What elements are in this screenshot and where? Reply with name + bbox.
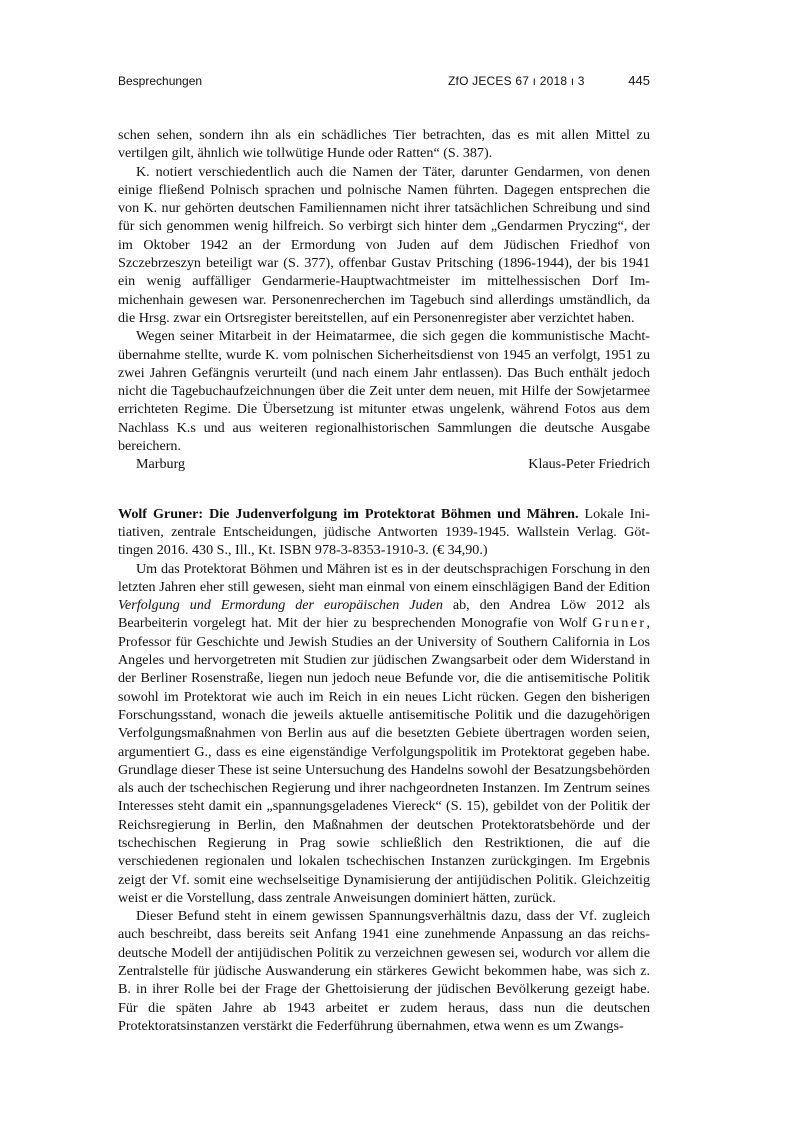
review-1-paragraph-2: K. notiert verschiedentlich auch die Namen der Täter, darunter Gendarmen, von denen einige fließend Polnisch sprachen und polnische Namen führten. Dagegen entsprechen die von K. nur gehörten deutschen Familiennamen nicht ihrer tatsächlichen Schreibung und sind für sich genommen wenig hilfreich. So verbirgt sich hinter dem „Gendarmen Pryczing“, der im Oktober 1942 an der Ermordung von Juden auf dem Jüdischen Friedhof von Szczebrzeszyn beteiligt war (S. 377), offenbar Gustav Pritsching (1896-1944), der bis 1941 ein wenig auffälliger Gendarmerie-Hauptwachtmeister im mittelhessischen Dorf Immichenhain gewesen war. Personenrecherchen im Tagebuch sind allerdings umständlich, da die Hrsg. zwar ein Ortsregister bereitstellen, auf ein Personenregister aber verzichtet haben. bbox=[118, 163, 650, 326]
page-number: 445 bbox=[628, 73, 650, 88]
page bbox=[118, 70, 650, 1035]
review-1-reviewer: Klaus-Peter Friedrich bbox=[528, 456, 650, 473]
review-2-paragraph-2: Dieser Befund steht in einem gewissen Spannungsverhältnis dazu, dass der Vf. zugleich auch beschreibt, dass bereits seit Anfang 1941 eine zunehmende Anpassung an das reichsdeutsche Modell der antijüdischen Politik zu verzeichnen gewesen sei, wodurch vor allem die Zentralstelle für jüdische Auswanderung ein stärkeres Gewicht bekommen habe, was sich z. B. in ihrer Rolle bei der Frage der Ghettoisierung der jüdischen Bevölkerung gezeigt habe. Für die späten Jahre ab 1943 arbeitet er zudem heraus, dass nun die deutschen Protektoratsinstanzen verstärkt die Federführung übernahmen, etwa wenn es um Zwangs- bbox=[118, 908, 650, 1034]
review-1-signoff bbox=[118, 455, 650, 473]
running-head bbox=[118, 70, 650, 92]
review-separator bbox=[118, 474, 650, 505]
review-2-p1-part-b: ab, den Andrea Löw 2012 als Bearbeiterin vorgelegt hat. Mit der hier zu besprechenden Monografie von Wolf bbox=[118, 597, 650, 632]
review-2-bibliography bbox=[118, 505, 650, 560]
review-1-place: Marburg bbox=[136, 456, 186, 473]
review-2-p1-part-c: , Professor für Geschichte und Jewish Studies an der University of Southern California in Los Angeles und hervorgetreten mit Studien zur jüdischen Zwangsarbeit oder dem Widerstand in der Berliner Rosenstraße, liegen nun jedoch neue Befunde vor, die die antisemitische Politik sowohl im Protektorat wie auch im Reich in ein neues Licht rücken. Gegen den bisherigen Forschungsstand, wonach die jeweils aktuelle antisemitische Politik und die dazugehörigen Verfolgungsmaßnahmen von Berlin aus auf die besetzten Gebiete übertragen worden seien, argumentiert G., dass es eine eigenständige Verfolgungspolitik im Protektorat gegeben habe. Grundlage dieser These ist seine Untersuchung des Handelns sowohl der Besatzungsbehörden als auch der tschechischen Regierung und ihrer nachgeordneten Instanzen. Im Zentrum seines Interesses steht damit ein „spannungsgeladenes Viereck“ (S. 15), gebildet von der Politik der Reichsregierung in Berlin, den Maßnahmen der deutschen Protektoratsbehörde und der tschechischen Regierung in Prag sowie schließlich den Restriktionen, die auf die verschiedenen regionalen und lokalen tschechischen Instanzen zurückgingen. Im Ergebnis zeigt der Vf. somit eine wechselseitige Dynamisierung der antijüdischen Politik. Gleichzeitig weist er die Vorstellung, dass zentrale Anweisungen dominiert hätten, zurück. bbox=[118, 615, 650, 906]
running-head-section: Besprechungen bbox=[118, 74, 203, 88]
review-1-paragraph-3: Wegen seiner Mitarbeit in der Heimatarmee, die sich gegen die kommunistische Machtübernahme stellte, wurde K. vom polnischen Sicherheitsdienst von 1945 an verfolgt, 1951 zu zwei Jahren Gefängnis verurteilt (und nach einem Jahr entlassen). Das Buch enthält jedoch nicht die Tagebuchaufzeichnungen über die Zeit unter dem neuen, mit Hilfe der Sowjetarmee errichteten Regime. Die Übersetzung ist mitunter etwas ungelenk, während Fotos aus dem Nachlass K.s und aus weiteren regionalhistorischen Sammlungen die deutsche Ausgabe bereichern. bbox=[118, 328, 650, 455]
review-2-p1-part-a: Um das Protektorat Böhmen und Mähren ist es in der deutschsprachigen Forschung in den letzten Jahren eher still gewesen, sieht man einmal von einem einschlägigen Band der Edition bbox=[118, 560, 650, 595]
review-2-edition-title: Verfolgung und Ermordung der europäischen Juden bbox=[118, 597, 443, 614]
review-2-book-title: Wolf Gruner: Die Judenverfolgung im Protektorat Böhmen und Mähren. bbox=[118, 505, 579, 522]
running-head-journal: ZfO JECES 67 ı 2018 ı 3 bbox=[448, 74, 585, 88]
review-2-paragraph-1 bbox=[118, 560, 650, 908]
review-2-author-spaced: Gruner bbox=[592, 615, 647, 632]
review-2-book-details: Lokale Initiativen, zentrale Entscheidungen, jüdische Antworten 1939-1945. Wallstein Verlag. Göttingen 2016. 430 S., Ill., Kt. ISBN 978-3-8353-1910-3. (€ 34,90.) bbox=[118, 505, 650, 559]
body-text bbox=[118, 126, 650, 1035]
review-1-paragraph-1: schen sehen, sondern ihn als ein schädliches Tier betrachten, das es mit allen Mittel zu vertilgen gilt, ähnlich wie tollwütige Hunde oder Ratten“ (S. 387). bbox=[118, 127, 650, 162]
